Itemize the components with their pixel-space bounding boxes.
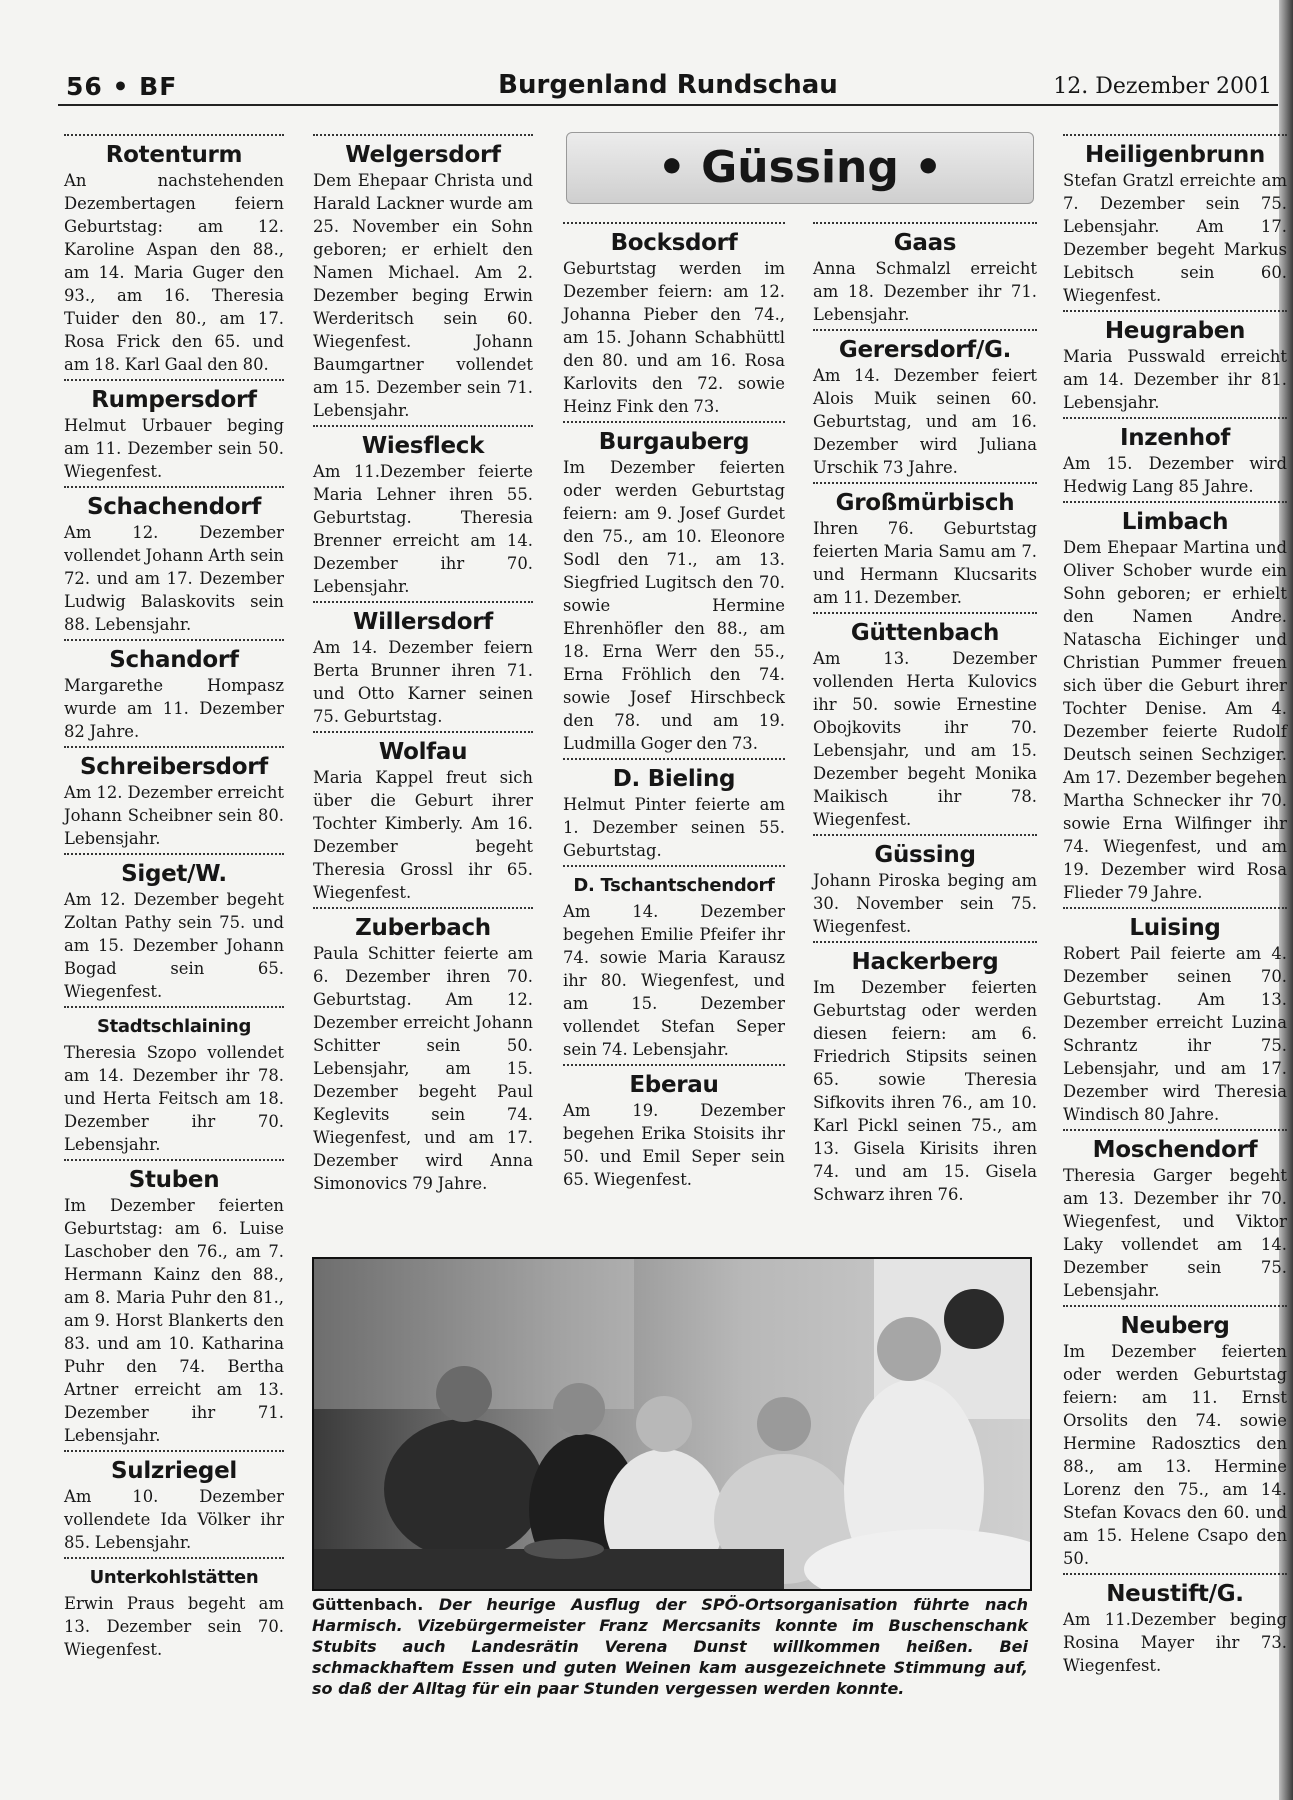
article-text: Am 12. Dezember vollendet Johann Arth sein 72. und am 17. Dezember Ludwig Balaskovits sein 88. Lebensjahr. [64,523,284,634]
article-title: Wolfau [378,739,468,765]
article-d-bieling [563,758,785,862]
article-rotenturm [64,134,284,376]
article-title: Heugraben [1104,318,1246,344]
article-unterkohlstatten [64,1557,284,1661]
dotted-divider [1063,1305,1287,1307]
group-photo [312,1257,1032,1591]
dotted-divider [813,482,1037,484]
article-schreibersdorf [64,746,284,850]
article-text: Am 13. Dezember vollenden Herta Kulovics ihr 50. sowie Ernestine Obojkovits ihr 70. Lebensjahr, und am 15. Dezember begeht Monika Maikisch ihr 78. Wiegenfest. [813,649,1037,829]
article-luising [1063,907,1287,1126]
article-wiesfleck [313,425,533,598]
article-inzenhof [1063,417,1287,498]
article-guttenbach [813,612,1037,831]
article-title: Neustift/G. [1106,1581,1244,1607]
dotted-divider [563,758,785,760]
dotted-divider [313,731,533,733]
article-title: Rumpersdorf [91,387,257,413]
article-title: Heiligenbrunn [1085,142,1265,168]
article-d-tschantschendorf [563,865,785,1061]
article-title: D. Bieling [612,766,736,792]
article-text: Maria Pusswald erreicht am 14. Dezember ihr 81. Lebensjahr. [1063,347,1287,412]
article-text: Am 11.Dezember beging Rosina Mayer ihr 73. Wiegenfest. [1063,1610,1287,1675]
dotted-divider [1063,310,1287,312]
article-wolfau [313,731,533,904]
column-2 [313,134,533,1198]
article-title: Zuberbach [355,915,491,941]
article-title: Unterkohlstätten [89,1567,259,1588]
article-title: Stadtschlaining [96,1016,252,1037]
article-neuberg [1063,1305,1287,1570]
caption-text: Der heurige Ausflug der SPÖ-Ortsorganisation führte nach Harmisch. Vizebürgermeister Franz Mercsanits konnte im Buschenschank Stubits auch Landesrätin Verena Dunst willkommen heißen. Bei schmackhaftem Essen und guten Weinen kam ausgezeichnete Stimmung auf, so daß der Alltag für ein paar Stunden vergessen werden konnte. [312,1595,1028,1698]
article-title: Siget/W. [121,861,227,887]
dotted-divider [813,834,1037,836]
article-text: Am 11.Dezember feierte Maria Lehner ihren 55. Geburtstag. Theresia Brenner erreicht am 14. Dezember ihr 70. Lebensjahr. [313,462,533,596]
article-text: Johann Piroska beging am 30. November sein 75. Wiegenfest. [813,871,1037,936]
dotted-divider [313,134,533,136]
region-banner [566,132,1034,204]
dotted-divider [563,1064,785,1066]
dotted-divider [1063,134,1287,136]
dotted-divider [313,907,533,909]
article-gussing [813,834,1037,938]
article-title: Limbach [1121,509,1229,535]
article-title: Schachendorf [86,494,262,520]
article-schachendorf [64,486,284,636]
article-title: Rotenturm [105,142,243,168]
dotted-divider [64,1450,284,1452]
article-text: Am 19. Dezember begehen Erika Stoisits ihr 50. und Emil Seper sein 65. Wiegenfest. [563,1101,785,1189]
article-burgauberg [563,421,785,755]
column-3 [563,222,785,1194]
region-title: • Güssing • [657,142,943,193]
newspaper-title: Burgenland Rundschau [498,70,838,100]
article-text: Stefan Gratzl erreichte am 7. Dezember sein 75. Lebensjahr. Am 17. Dezember begeht Markus Lebitsch sein 60. Wiegenfest. [1063,171,1287,305]
article-title: Bocksdorf [610,230,738,256]
article-title: Wiesfleck [361,433,485,459]
article-text: Ihren 76. Geburtstag feierten Maria Samu am 7. und Hermann Klucsarits am 11. Dezember. [813,519,1037,607]
article-moschendorf [1063,1129,1287,1302]
article-willersdorf [313,601,533,728]
article-eberau [563,1064,785,1191]
article-title: Stuben [128,1167,220,1193]
dotted-divider [1063,1129,1287,1131]
article-title: Eberau [629,1072,719,1098]
dotted-divider [313,425,533,427]
column-4 [813,222,1037,1209]
article-title: Großmürbisch [835,490,1015,516]
article-text: Im Dezember feierten Geburtstag oder werden diesen feiern: am 6. Friedrich Stipsits seinen 65. sowie Theresia Sifkovits ihren 76., am 10. Karl Pickl seinen 75., am 13. Gisela Kirisits ihren 74. und am 15. Gisela Schwarz ihren 76. [813,978,1037,1204]
article-stadtschlaining [64,1006,284,1156]
article-title: Luising [1129,915,1221,941]
article-text: Am 14. Dezember begehen Emilie Pfeifer ihr 74. sowie Maria Karausz ihr 80. Wiegenfest, und am 15. Dezember vollendet Stefan Seper sein 74. Lebensjahr. [563,902,785,1059]
dotted-divider [1063,417,1287,419]
article-siget-w [64,853,284,1003]
article-text: Theresia Szopo vollendet am 14. Dezember ihr 78. und Herta Feitsch am 18. Dezember ihr 70. Lebensjahr. [64,1043,284,1154]
page-number: 56 • BF [66,72,178,101]
article-text: Helmut Pinter feierte am 1. Dezember seinen 55. Geburtstag. [563,795,785,860]
article-text: Dem Ehepaar Martina und Oliver Schober wurde ein Sohn geboren; er erhielt den Namen Andre. Natascha Eichinger und Christian Pummer freuen sich über die Geburt ihrer Tochter Denise. Am 4. Dezember feierte Rudolf Deutsch seinen Sechziger. Am 17. Dezember begehen Martha Schnecker ihr 70. sowie Erna Wilfinger ihr 74. Wiegenfest, und am 19. Dezember wird Rosa Flieder 79 Jahre. [1063,538,1287,902]
article-title: Gerersdorf/G. [838,337,1012,363]
article-text: Am 14. Dezember feiert Alois Muik seinen 60. Geburtstag, und am 16. Dezember wird Juliana Urschik 73 Jahre. [813,366,1037,477]
article-grossmurbisch [813,482,1037,609]
article-limbach [1063,501,1287,904]
article-text: An nachstehenden Dezembertagen feiern Geburtstag: am 12. Karoline Aspan den 88., am 14. Maria Guger den 93., am 16. Theresia Tuider den 80., am 17. Rosa Frick den 65. und am 18. Karl Gaal den 80. [64,171,284,374]
article-text: Theresia Garger begeht am 13. Dezember ihr 70. Wiegenfest, und Viktor Laky vollendet am 14. Dezember sein 75. Lebensjahr. [1063,1166,1287,1300]
dotted-divider [813,941,1037,943]
article-sulzriegel [64,1450,284,1554]
article-title: Schreibersdorf [80,754,268,780]
dotted-divider [64,379,284,381]
photo-caption [312,1594,1028,1699]
dotted-divider [1063,907,1287,909]
article-title: Sulzriegel [111,1458,237,1484]
article-text: Im Dezember feierten Geburtstag: am 6. Luise Laschober den 76., am 7. Hermann Kainz den 88., am 8. Maria Puhr den 81., am 9. Horst Blankerts den 83. und am 10. Katharina Puhr den 74. Bertha Artner erreicht am 13. Dezember ihr 71. Lebensjahr. [64,1196,284,1445]
article-gaas [813,222,1037,326]
article-text: Dem Ehepaar Christa und Harald Lackner wurde am 25. November ein Sohn geboren; er erhielt den Namen Michael. Am 2. Dezember beging Erwin Werderitsch sein 60. Wiegenfest. Johann Baumgartner vollendet am 15. Dezember sein 71. Lebensjahr. [313,171,533,420]
article-text: Robert Pail feierte am 4. Dezember seinen 70. Geburtstag. Am 13. Dezember erreicht Luzina Schrantz ihr 75. Lebensjahr, und am 17. Dezember wird Theresia Windisch 80 Jahre. [1063,944,1287,1124]
article-title: Burgauberg [598,429,750,455]
article-text: Helmut Urbauer beging am 11. Dezember sein 50. Wiegenfest. [64,416,284,481]
dotted-divider [64,1159,284,1161]
dotted-divider [64,1006,284,1008]
dotted-divider [1063,1573,1287,1575]
article-text: Am 14. Dezember feiern Berta Brunner ihren 71. und Otto Karner seinen 75. Geburtstag. [313,638,533,726]
dotted-divider [813,612,1037,614]
dotted-divider [563,421,785,423]
dotted-divider [64,853,284,855]
dotted-divider [813,222,1037,224]
article-text: Am 12. Dezember begeht Zoltan Pathy sein 75. und am 15. Dezember Johann Bogad sein 65. Wiegenfest. [64,890,284,1001]
dotted-divider [64,639,284,641]
article-text: Geburtstag werden im Dezember feiern: am 12. Johanna Pieber den 74., am 15. Johann Schabhüttl den 80. und am 16. Rosa Karlovits den 72. sowie Heinz Fink den 73. [563,259,785,416]
article-hackerberg [813,941,1037,1206]
article-title: Güttenbach [850,620,1000,646]
article-gerersdorf-g [813,329,1037,479]
column-1 [64,134,284,1664]
article-title: Neuberg [1120,1313,1230,1339]
article-zuberbach [313,907,533,1195]
header-rule [58,104,1278,106]
article-rumpersdorf [64,379,284,483]
article-title: Gaas [893,230,957,256]
dotted-divider [563,222,785,224]
article-title: Welgersdorf [345,142,501,168]
article-text: Margarethe Hompasz wurde am 11. Dezember 82 Jahre. [64,676,284,741]
article-heugraben [1063,310,1287,414]
article-text: Am 12. Dezember erreicht Johann Scheibner sein 80. Lebensjahr. [64,783,284,848]
article-text: Anna Schmalzl erreicht am 18. Dezember ihr 71. Lebensjahr. [813,259,1037,324]
dotted-divider [563,865,785,867]
article-text: Maria Kappel freut sich über die Geburt ihrer Tochter Kimberly. Am 16. Dezember begeht Theresia Grossl ihr 65. Wiegenfest. [313,768,533,902]
article-title: Willersdorf [353,609,493,635]
article-title: Inzenhof [1119,425,1231,451]
dotted-divider [313,601,533,603]
page-header [58,66,1278,106]
dotted-divider [64,1557,284,1559]
article-schandorf [64,639,284,743]
photo-image [314,1259,1030,1589]
dotted-divider [813,329,1037,331]
article-text: Erwin Praus begeht am 13. Dezember sein 70. Wiegenfest. [64,1594,284,1659]
dotted-divider [1063,501,1287,503]
article-title: D. Tschantschendorf [573,875,775,896]
article-stuben [64,1159,284,1447]
article-neustift-g [1063,1573,1287,1677]
column-5 [1063,134,1287,1680]
article-text: Am 15. Dezember wird Hedwig Lang 85 Jahre. [1063,454,1287,496]
dotted-divider [64,746,284,748]
article-text: Am 10. Dezember vollendete Ida Völker ihr 85. Lebensjahr. [64,1487,284,1552]
article-title: Moschendorf [1092,1137,1258,1163]
article-title: Hackerberg [851,949,999,975]
article-heiligenbrunn [1063,134,1287,307]
caption-place: Güttenbach. [312,1595,424,1614]
dotted-divider [64,134,284,136]
issue-date: 12. Dezember 2001 [1053,74,1272,99]
article-title: Schandorf [109,647,239,673]
article-text: Im Dezember feierten oder werden Geburtstag feiern: am 9. Josef Gurdet den 75., am 10. Eleonore Sodl den 71., am 13. Siegfried Lugitsch den 70. sowie Hermine Ehrenhöfler den 88., am 18. Erna Werr den 55., Erna Fröhlich den 74. sowie Josef Hirschbeck den 78. und am 19. Ludmilla Goger den 73. [563,458,785,753]
article-bocksdorf [563,222,785,418]
article-welgersdorf [313,134,533,422]
article-text: Paula Schitter feierte am 6. Dezember ihren 70. Geburtstag. Am 12. Dezember erreicht Johann Schitter sein 50. Lebensjahr, am 15. Dezember begeht Paul Keglevits sein 74. Wiegenfest, und am 17. Dezember wird Anna Simonovics 79 Jahre. [313,944,533,1193]
article-title: Güssing [874,842,976,868]
article-text: Im Dezember feierten oder werden Geburtstag feiern: am 11. Ernst Orsolits den 74. sowie Hermine Radosztics den 88., am 13. Hermine Lorenz den 75., am 14. Stefan Kovacs den 60. und am 15. Helene Csapo den 50. [1063,1342,1287,1568]
dotted-divider [64,486,284,488]
